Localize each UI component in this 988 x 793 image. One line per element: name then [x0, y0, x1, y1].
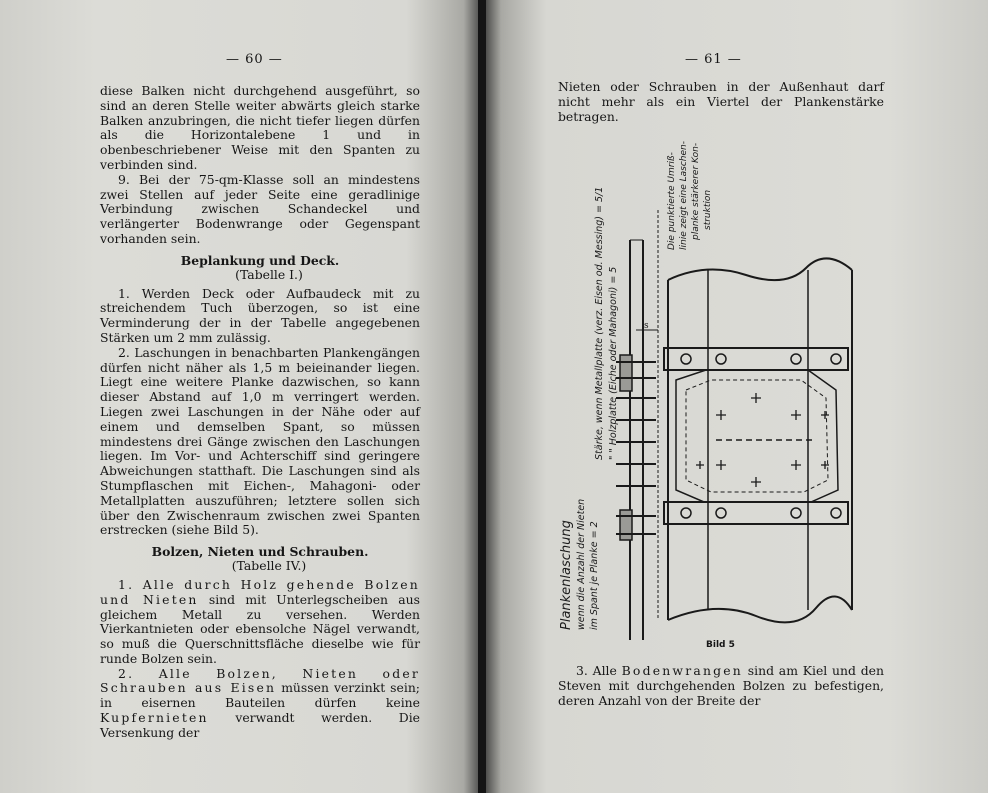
paragraph: 2. Laschungen in benachbarten Plankengängen dürfen nicht näher als 1,5 m beieinander liegen. Liegt eine weitere Planke dazwischen, so kann dieser Abstand auf 1,0 m verringert werden. Liegen zwei Laschungen in der Nähe oder auf einem und demselben Spant, so müssen mindestens drei Gänge zwischen den Laschungen liegen. Im Vor- und Achterschiff sind geringere Abweichungen statthaft. Die Laschungen sind als Stumpflaschen mit Eichen-, Mahagoni- oder Metallplatten auszuführen; letztere sollen sich über den Zwischenraum zwischen zwei Spanten erstrecken (siehe Bild 5).	[100, 344, 420, 538]
paragraph: 9. Bei der 75-qm-Klasse soll an mindestens zwei Stellen auf jeder Seite eine geradlinige Verbindung zwischen Schandeckel und verlängerter Bodenwrange oder Gegenspant vorhanden sein.	[100, 171, 420, 246]
spaced-text: 1. Alle durch Holz gehende Bolzen und Nieten	[100, 576, 420, 607]
spaced-text: 2. Alle Bolzen, Nieten oder Schrauben aus Eisen	[100, 665, 420, 696]
figure-label: planke stärkerer Kon-	[691, 142, 701, 240]
right-page-text-top	[558, 80, 884, 124]
figure-label: struktion	[703, 189, 713, 230]
figure-label: im Spant je Planke = 2	[589, 521, 600, 630]
text-span: 3. Alle	[576, 663, 617, 678]
paragraph: diese Balken nicht durchgehend ausgeführt, so sind an deren Stelle weiter abwärts gleich starke Balken anzubringen, die nicht tiefer liegen dürfen als die Horizontalebene 1 und in obenbeschriebener Weise mit den Spanten zu verbinden sind.	[100, 83, 420, 172]
figure-label: Die punktierte Umriß-	[667, 152, 677, 250]
paragraph: 1. Werden Deck oder Aufbaudeck mit zu streichendem Tuch überzogen, so ist eine Verminderung der in der Tabelle angegebenen Stärken um 2 mm zulässig.	[100, 285, 420, 345]
section-heading: Bolzen, Nieten und Schrauben.	[151, 544, 369, 560]
paragraph	[100, 578, 420, 667]
right-page	[486, 0, 988, 793]
figure-label: Plankenlaschung	[559, 520, 574, 630]
text-span: verwandt werden. Die Versenkung der	[100, 710, 420, 740]
section-heading: Beplankung und Deck.	[180, 252, 340, 268]
figure-label: Stärke, wenn Metallplatte (verz. Eisen od. Messing) = 5/1	[594, 186, 605, 460]
text-span: sind mit Unterlegscheiben aus gleichem Metall zu versehen. Werden Vierkantnieten oder ebensolche Nägel verwandt, so muß die Querschnittsfläche dieselbe wie für runde Bolzen sein.	[100, 591, 420, 666]
left-page	[0, 0, 478, 793]
text-span: müssen verzinkt sein; in eisernen Bauteilen dürfen keine	[100, 680, 420, 711]
figure-caption: Bild 5	[706, 640, 735, 650]
paragraph	[100, 667, 420, 741]
book-gutter	[478, 0, 486, 793]
paragraph: Nieten oder Schrauben in der Außenhaut darf nicht mehr als ein Viertel der Plankenstärke betragen.	[558, 79, 884, 124]
page-number: — 60 —	[226, 52, 283, 67]
section-subheading: (Tabelle I.)	[235, 266, 303, 282]
figure-label: " " Holzplatte (Eiche oder Mahagoni) = 5	[608, 266, 619, 460]
section-subheading: (Tabelle IV.)	[231, 558, 307, 574]
figure-label: linie zeigt eine Laschen-	[679, 141, 689, 250]
text-span: sind am Kiel und den Steven mit durchgehenden Bolzen zu befestigen, deren Anzahl von der Breite der	[558, 663, 884, 708]
dimension-label: s	[644, 321, 649, 331]
plank-joint-diagram	[546, 130, 886, 640]
spaced-text: Bodenwrangen	[621, 663, 743, 678]
figure-label: wenn die Anzahl der Nieten	[576, 498, 587, 630]
page-number: — 61 —	[685, 52, 742, 67]
left-page-text	[100, 84, 420, 741]
right-page-text-bottom	[558, 664, 884, 708]
spaced-text: Kupfernieten	[100, 710, 209, 726]
paragraph	[558, 664, 884, 708]
